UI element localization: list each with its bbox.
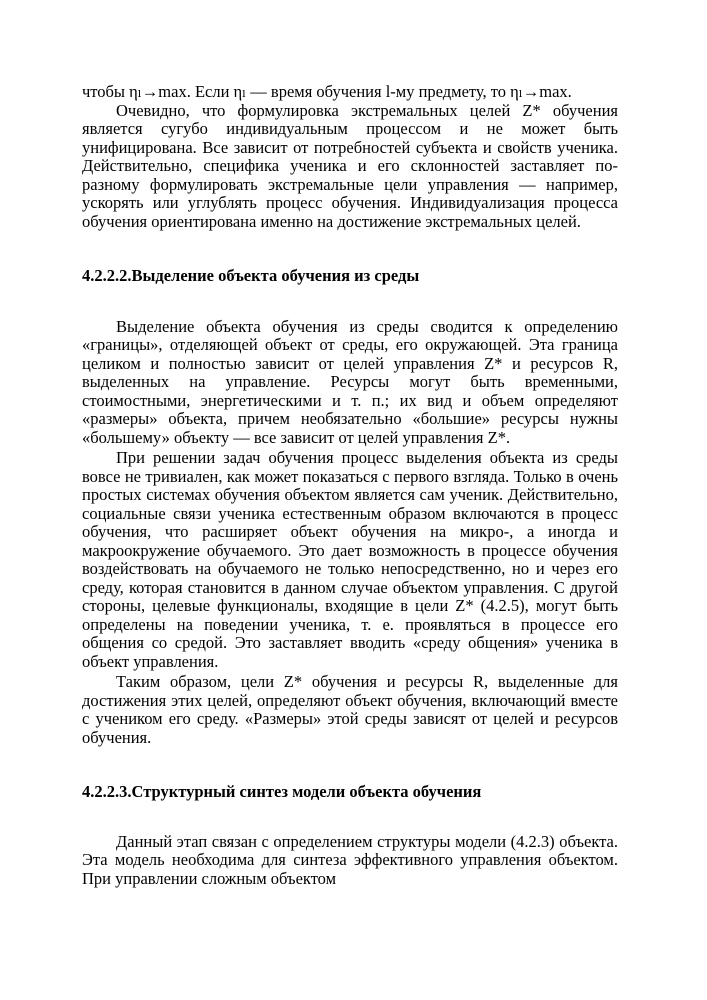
intro-line: чтобы ηₗ→max. Если ηₗ — время обучения l-му предмету, то ηₗ→max. bbox=[82, 82, 572, 101]
paragraph-intro-1: Очевидно, что формулировка экстремальных целей Z* обучения является сугубо индивидуальным процессом и не может быть унифицирована. Все зависит от потребностей субъекта и свойств ученика. Действительно, специфика ученика и его склонностей заставляет по-разному формулировать экстремальные цели управления — например, ускорять или углублять процесс обучения. Индивидуализация процесса обучения ориентирована именно на достижение экстремальных целей. bbox=[82, 100, 618, 231]
section-heading-4-2-2-2: 4.2.2.2.Выделение объекта обучения из среды bbox=[82, 266, 420, 285]
document-body bbox=[82, 83, 618, 888]
paragraph-4-2-2-2-1: Выделение объекта обучения из среды сводится к определению «границы», отделяющей объект от среды, его окружающей. Эта граница целиком и полностью зависит от целей управления Z* и ресурсов R, выделенных на управление. Ресурсы могут быть временными, стоимостными, энергетическими и т. п.; их вид и объем определяют «размеры» объекта, причем необязательно «большие» ресурсы нужны «большему» объекту — все зависит от целей управления Z*. bbox=[82, 316, 618, 447]
section-heading-4-2-2-3: 4.2.2.3.Структурный синтез модели объекта обучения bbox=[82, 782, 482, 801]
paragraph-4-2-2-2-2: При решении задач обучения процесс выделения объекта из среды вовсе не тривиален, как может показаться с первого взгляда. Только в очень простых системах обучения объектом является сам ученик. Действительно, социальные связи ученика естественным образом включаются в процесс обучения, что расширяет объект обучения на микро-, а иногда и макроокружение обучаемого. Это дает возможность в процессе обучения воздействовать на обучаемого не только непосредственно, но и через его среду, которая становится в данном случае объектом управления. С другой стороны, целевые функционалы, входящие в цели Z* (4.2.5), могут быть определены на поведении ученика, т. е. проявляться в процессе его общения со средой. Это заставляет вводить «среду общения» ученика в объект управления. bbox=[82, 448, 618, 671]
paragraph-4-2-2-2-3: Таким образом, цели Z* обучения и ресурсы R, выделенные для достижения этих целей, определяют объект обучения, включающий вместе с учеником его среду. «Размеры» этой среды зависят от целей и ресурсов обучения. bbox=[82, 672, 618, 747]
paragraph-4-2-2-3-1: Данный этап связан с определением структуры модели (4.2.3) объекта. Эта модель необходима для синтеза эффективного управления объектом. При управлении сложным объектом bbox=[82, 831, 618, 888]
